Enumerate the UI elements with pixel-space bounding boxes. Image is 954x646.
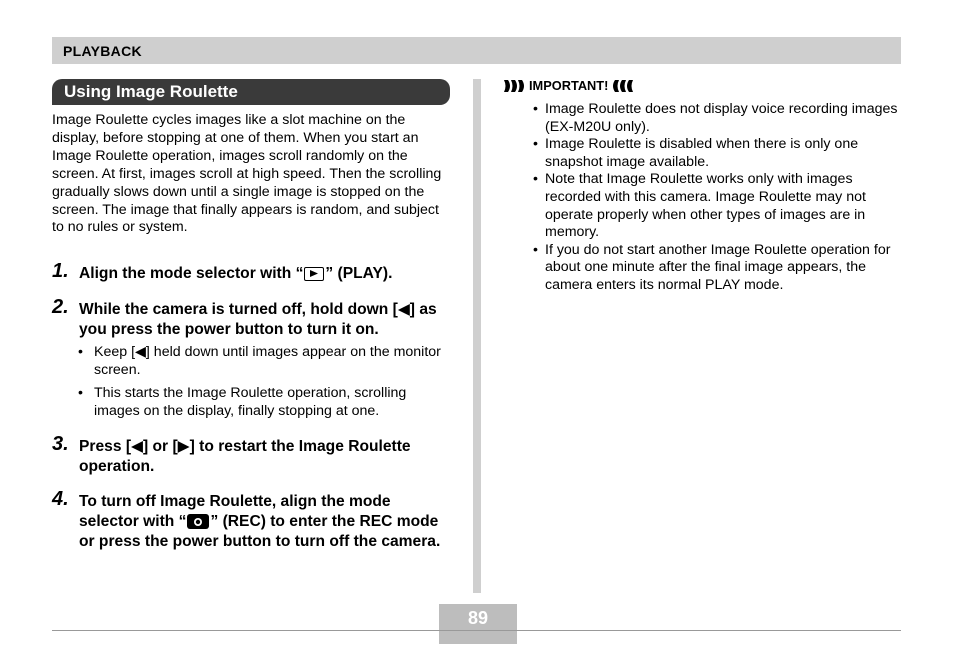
step-text: While the camera is turned off, hold down [◀] as you press the power button to turn it on. — [79, 301, 437, 338]
important-left-icon — [503, 80, 525, 92]
column-divider — [473, 79, 481, 593]
list-item: • If you do not start another Image Roulette operation for about one minute after the final image appears, the camera enters its normal PLAY mode. — [533, 241, 891, 293]
play-icon — [304, 267, 324, 281]
footer-rule — [52, 630, 901, 631]
intro-paragraph: Image Roulette cycles images like a slot machine on the display, before stopping at one of them. When you start an Image Roulette operation, images scroll randomly on the screen. At first, images scroll at high speed. Then the scrolling gradually slows down until a single image is stopped on the screen. The image that finally appears is random, and subject to no rules or system. — [52, 112, 442, 236]
list-item: • Keep [◀] held down until images appear on the monitor screen. — [78, 344, 441, 378]
page-number: 89 — [439, 604, 517, 644]
camera-icon — [187, 514, 209, 529]
important-right-icon — [612, 80, 634, 92]
step-number: 3. — [52, 433, 69, 455]
important-list — [533, 101, 898, 295]
step-text: Align the mode selector with “ ” (PLAY). — [79, 265, 393, 282]
header-bar — [52, 37, 901, 64]
list-item: • Note that Image Roulette works only with images recorded with this camera. Image Roulette may not operate properly when other types of images are in memory. — [533, 171, 866, 241]
section-label: PLAYBACK — [63, 43, 142, 59]
step-number: 4. — [52, 488, 69, 510]
list-item: • Image Roulette does not display voice recording images (EX-M20U only). — [533, 101, 898, 135]
step-number: 1. — [52, 260, 69, 282]
step-number: 2. — [52, 296, 69, 318]
step-text: To turn off Image Roulette, align the mode selector with “ ” (REC) to enter the REC mode or press the power button to turn off the camera. — [79, 493, 441, 550]
list-item: • This starts the Image Roulette operation, scrolling images on the display, finally stopping at one. — [78, 385, 407, 419]
list-item: • Image Roulette is disabled when there is only one snapshot image available. — [533, 136, 859, 170]
section-title: Using Image Roulette — [52, 79, 450, 105]
important-heading — [503, 78, 634, 93]
step-text: Press [◀] or [▶] to restart the Image Roulette operation. — [79, 438, 411, 475]
important-label: IMPORTANT! — [529, 78, 609, 93]
